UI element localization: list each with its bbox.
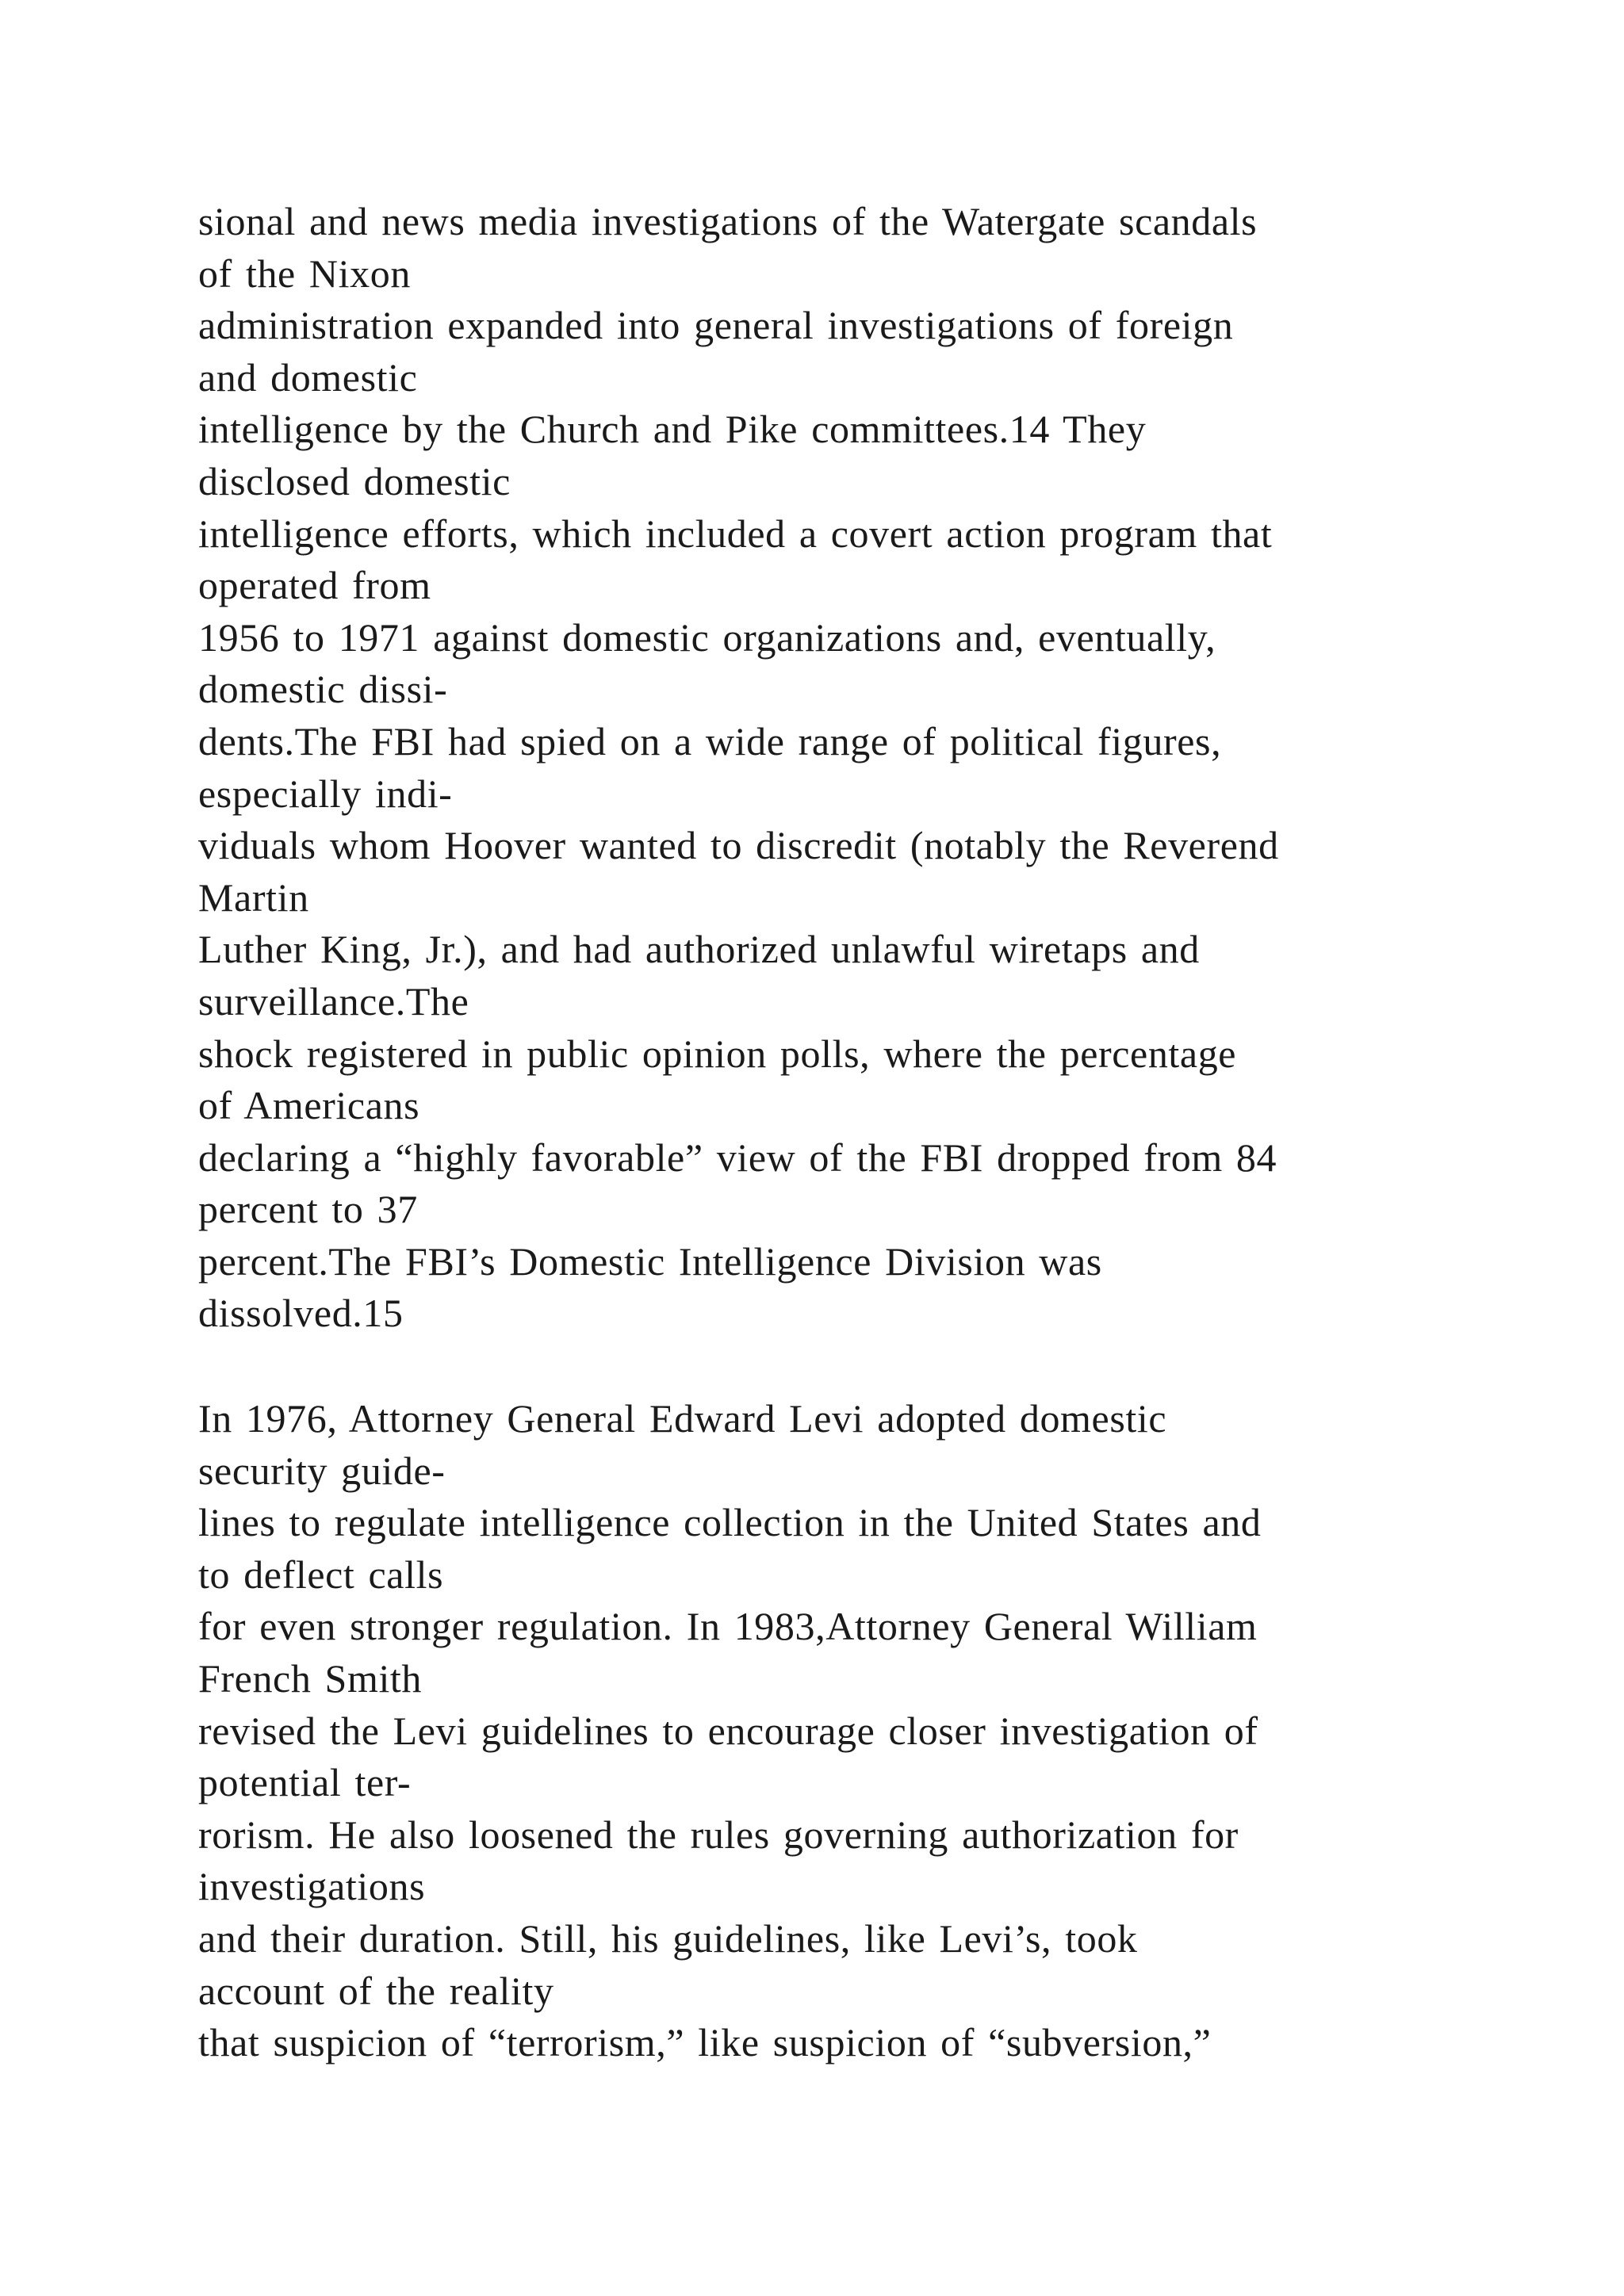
paragraph-2 [198,1393,1546,2069]
text-line: for even stronger regulation. In 1983,Attorney General William [198,1604,1258,1649]
text-line: sional and news media investigations of the Watergate scandals [198,199,1258,243]
text-line: operated from [198,563,431,608]
text-line: rorism. He also loosened the rules governing authorization for [198,1812,1239,1857]
text-line: viduals whom Hoover wanted to discredit (notably the Reverend [198,823,1279,868]
text-line: of Americans [198,1083,420,1128]
text-line: of the Nixon [198,251,411,296]
text-line: percent to 37 [198,1187,418,1232]
text-line: Luther King, Jr.), and had authorized unlawful wiretaps and [198,927,1200,972]
text-line: lines to regulate intelligence collection in the United States and [198,1500,1262,1545]
paragraph-1 [198,196,1546,1340]
text-line: and domestic [198,354,418,400]
text-line: potential ter- [198,1760,412,1805]
text-line: and their duration. Still, his guidelines, like Levi’s, took [198,1915,1138,1961]
text-line: revised the Levi guidelines to encourage closer investigation of [198,1708,1258,1753]
text-line: intelligence by the Church and Pike committees.14 They [198,407,1147,452]
text-line: shock registered in public opinion polls, where the percentage [198,1031,1237,1076]
text-line: intelligence efforts, which included a covert action program that [198,511,1273,556]
text-line: disclosed domestic [198,458,511,503]
text-line: declaring a “highly favorable” view of the FBI dropped from 84 [198,1135,1277,1180]
text-line: especially indi- [198,771,453,816]
text-line: surveillance.The [198,978,469,1024]
text-line: 1956 to 1971 against domestic organizations and, eventually, [198,614,1216,660]
text-line: security guide- [198,1448,446,1493]
text-line: domestic dissi- [198,667,448,712]
text-line: investigations [198,1864,426,1909]
text-line: In 1976, Attorney General Edward Levi adopted domestic [198,1396,1167,1441]
text-line: dissolved.15 [198,1291,404,1336]
text-line: percent.The FBI’s Domestic Intelligence Division was [198,1238,1102,1284]
text-line: French Smith [198,1655,423,1701]
text-line: that suspicion of “terrorism,” like suspicion of “subversion,” [198,2020,1212,2065]
text-line: dents.The FBI had spied on a wide range of political figures, [198,718,1222,763]
text-line: to deflect calls [198,1552,444,1597]
text-line: account of the reality [198,1968,554,2013]
text-line: Martin [198,874,309,920]
text-line: administration expanded into general investigations of foreign [198,303,1234,348]
